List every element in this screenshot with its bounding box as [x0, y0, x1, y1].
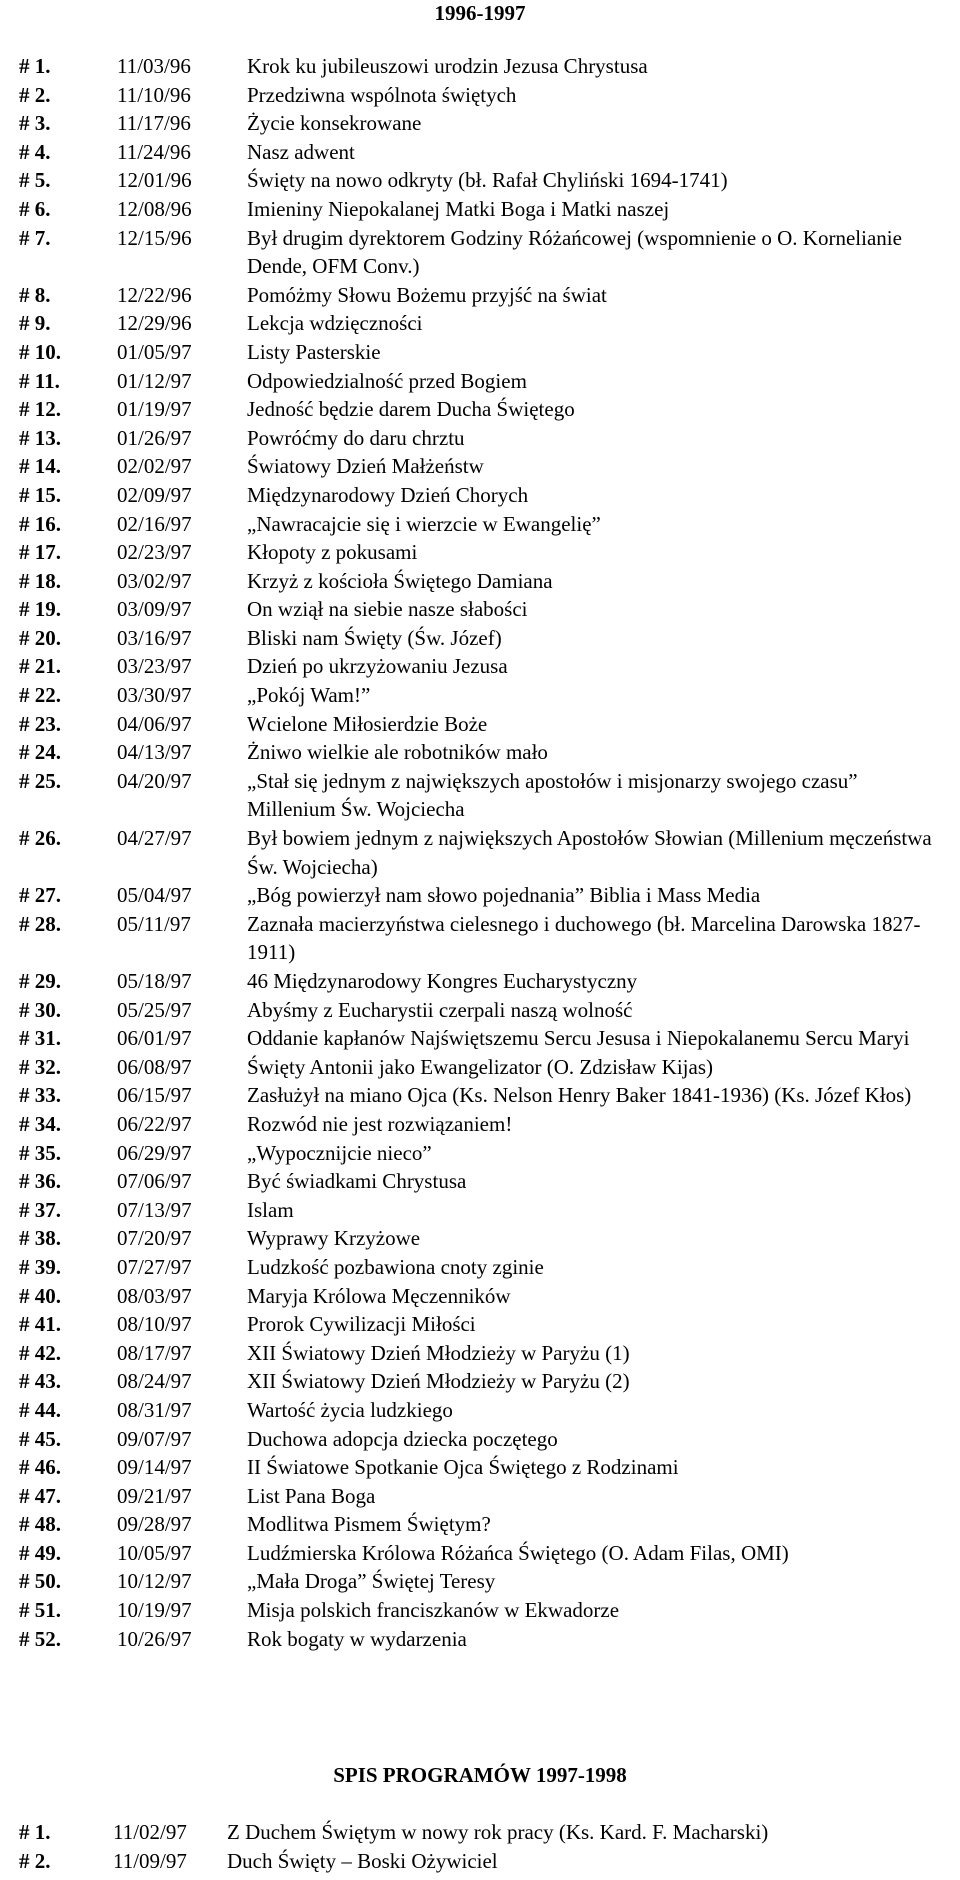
entry-text: Ludźmierska Królowa Różańca Świętego (O. Adam Filas, OMI) [247, 1540, 789, 1565]
entry-date: 11/02/97 [113, 1820, 187, 1844]
entry-date: 09/21/97 [117, 1483, 192, 1508]
entry-date: 08/24/97 [117, 1369, 192, 1394]
entry-date: 06/08/97 [117, 1054, 192, 1079]
entry-text: Ludzkość pozbawiona cnoty zginie [247, 1254, 544, 1279]
entry-num: # 14. [19, 454, 61, 479]
entry-date: 02/23/97 [117, 540, 192, 565]
list-item [19, 1110, 949, 1139]
entry-text: Kłopoty z pokusami [247, 540, 418, 565]
list-item [19, 881, 949, 910]
entry-text: „Mała Droga” Świętej Teresy [247, 1569, 496, 1594]
entry-num: # 40. [19, 1283, 61, 1308]
entry-date: 07/20/97 [117, 1226, 192, 1251]
list-item [19, 510, 949, 539]
entry-num: # 3. [19, 111, 51, 136]
list-item [19, 1339, 949, 1368]
entry-date: 06/15/97 [117, 1083, 192, 1108]
list-item [19, 452, 949, 481]
entry-num: # 5. [19, 168, 51, 193]
entry-num: # 31. [19, 1026, 61, 1051]
list-item [19, 1596, 949, 1625]
entry-num: # 15. [19, 482, 61, 507]
entry-num: # 22. [19, 683, 61, 708]
entry-date: 03/16/97 [117, 625, 192, 650]
entry-date: 07/27/97 [117, 1254, 192, 1279]
entry-date: 04/06/97 [117, 711, 192, 736]
entry-text: Wyprawy Krzyżowe [247, 1226, 421, 1251]
entry-num: # 27. [19, 883, 61, 908]
entry-text: Pomóżmy Słowu Bożemu przyjść na świat [247, 282, 607, 307]
entry-date: 09/07/97 [117, 1426, 192, 1451]
entry-num: # 9. [19, 311, 51, 336]
entry-text: Oddanie kapłanów Najświętszemu Sercu Jesusa i Niepokalanemu Sercu Maryi [247, 1026, 910, 1051]
entry-num: # 20. [19, 625, 61, 650]
entry-date: 07/13/97 [117, 1197, 192, 1222]
entry-date: 01/26/97 [117, 425, 192, 450]
list-item [19, 424, 949, 453]
list-item [19, 1224, 949, 1253]
entry-text: „Wypocznijcie nieco” [247, 1140, 432, 1165]
entry-date: 01/12/97 [117, 368, 192, 393]
entry-date: 06/01/97 [117, 1026, 192, 1051]
entry-num: # 4. [19, 139, 51, 164]
entry-date: 12/15/96 [117, 225, 192, 250]
list-item [19, 52, 949, 81]
page-title: 1996-1997 [434, 1, 526, 25]
list-item [19, 1425, 949, 1454]
entry-date: 05/18/97 [117, 969, 192, 993]
entry-text: XII Światowy Dzień Młodzieży w Paryżu (2) [247, 1369, 630, 1394]
entry-num: # 18. [19, 568, 61, 593]
entry-date: 09/14/97 [117, 1455, 192, 1480]
list-item [19, 195, 949, 224]
entry-date: 08/03/97 [117, 1283, 192, 1308]
entry-date: 06/22/97 [117, 1111, 192, 1136]
entry-text: Rozwód nie jest rozwiązaniem! [247, 1111, 513, 1136]
entry-text: Misja polskich franciszkanów w Ekwadorze [247, 1598, 620, 1623]
entry-date: 04/13/97 [117, 740, 192, 765]
entry-num: # 6. [19, 196, 51, 221]
entry-date: 02/09/97 [117, 482, 192, 507]
entry-date: 11/17/96 [117, 111, 191, 136]
entry-date: 11/10/96 [117, 82, 191, 107]
section-title: SPIS PROGRAMÓW 1997-1998 [333, 1763, 627, 1787]
entry-date: 11/03/96 [117, 54, 191, 78]
entry-text: Listy Pasterskie [247, 339, 381, 364]
entry-text: Z Duchem Świętym w nowy rok pracy (Ks. Kard. F. Macharski) [227, 1820, 769, 1844]
list-item [19, 1167, 949, 1196]
entry-text: Rok bogaty w wydarzenia [247, 1626, 467, 1651]
list-item [19, 1253, 949, 1282]
entry-text: Duch Święty – Boski Ożywiciel [227, 1848, 498, 1873]
list-item [19, 1310, 949, 1339]
entry-text: Duchowa adopcja dziecka poczętego [247, 1426, 558, 1451]
entry-num: # 16. [19, 511, 61, 536]
entry-text: Modlitwa Pismem Świętym? [247, 1512, 491, 1537]
entry-text: Święty Antonii jako Ewangelizator (O. Zdzisław Kijas) [247, 1054, 713, 1079]
entry-num: # 39. [19, 1254, 61, 1279]
entry-text: Zasłużył na miano Ojca (Ks. Nelson Henry Baker 1841-1936) (Ks. Józef Kłos) [247, 1083, 912, 1108]
entry-text: Żniwo wielkie ale robotników mało [247, 740, 548, 765]
list-item [19, 996, 949, 1025]
entry-text: Być świadkami Chrystusa [247, 1169, 467, 1194]
entry-text: Przedziwna wspólnota świętych [247, 82, 517, 107]
entry-num: # 1. [19, 1820, 51, 1844]
program-list-next-season [19, 1818, 949, 1875]
entry-num: # 11. [19, 368, 60, 393]
entry-date: 09/28/97 [117, 1512, 192, 1537]
list-item [19, 109, 949, 138]
entry-text: Imieniny Niepokalanej Matki Boga i Matki naszej [247, 196, 670, 221]
list-item [19, 1567, 949, 1596]
entry-date: 12/08/96 [117, 196, 192, 221]
entry-num: # 36. [19, 1169, 61, 1194]
entry-num: # 1. [19, 54, 51, 78]
entry-text: Dzień po ukrzyżowaniu Jezusa [247, 654, 508, 679]
list-item [19, 567, 949, 596]
list-item [19, 595, 949, 624]
list-item [19, 710, 949, 739]
list-item [19, 738, 949, 767]
list-item [19, 1847, 949, 1876]
entry-num: # 33. [19, 1083, 61, 1108]
list-item [19, 481, 949, 510]
entry-date: 10/12/97 [117, 1569, 192, 1594]
entry-text: XII Światowy Dzień Młodzieży w Paryżu (1) [247, 1340, 630, 1365]
entry-text: Bliski nam Święty (Św. Józef) [247, 625, 502, 650]
list-item [19, 1510, 949, 1539]
entry-num: # 29. [19, 969, 61, 993]
entry-text: Islam [247, 1197, 294, 1222]
list-item [19, 1539, 949, 1568]
entry-date: 03/30/97 [117, 683, 192, 708]
list-item [19, 1818, 949, 1847]
entry-date: 11/09/97 [113, 1848, 187, 1873]
entry-num: # 7. [19, 225, 51, 250]
entry-num: # 45. [19, 1426, 61, 1451]
entry-text: Był drugim dyrektorem Godziny Różańcowej (wspomnienie o O. Kornelianie Dende, OFM Conv.) [247, 225, 902, 279]
list-item [19, 166, 949, 195]
entry-date: 10/19/97 [117, 1598, 192, 1623]
entry-date: 08/17/97 [117, 1340, 192, 1365]
entry-date: 12/22/96 [117, 282, 192, 307]
entry-date: 08/31/97 [117, 1397, 192, 1422]
entry-text: II Światowe Spotkanie Ojca Świętego z Rodzinami [247, 1455, 679, 1480]
entry-num: # 12. [19, 397, 61, 422]
entry-date: 05/04/97 [117, 883, 192, 908]
list-item [19, 538, 949, 567]
entry-text: Krzyż z kościoła Świętego Damiana [247, 568, 553, 593]
entry-text: Lekcja wdzięczności [247, 311, 423, 336]
list-item [19, 281, 949, 310]
entry-num: # 41. [19, 1312, 61, 1337]
entry-text: „Bóg powierzył nam słowo pojednania” Biblia i Mass Media [247, 883, 761, 908]
list-item [19, 81, 949, 110]
entry-num: # 50. [19, 1569, 61, 1594]
entry-text: Abyśmy z Eucharystii czerpali naszą wolność [247, 997, 633, 1022]
entry-num: # 13. [19, 425, 61, 450]
entry-num: # 44. [19, 1397, 61, 1422]
list-item [19, 624, 949, 653]
list-item [19, 138, 949, 167]
list-item [19, 1139, 949, 1168]
entry-text: Był bowiem jednym z największych Apostołów Słowian (Millenium męczeństwa Św. Wojciecha) [247, 826, 932, 879]
entry-num: # 24. [19, 740, 61, 765]
entry-date: 03/23/97 [117, 654, 192, 679]
entry-text: Jedność będzie darem Ducha Świętego [247, 397, 575, 422]
entry-num: # 42. [19, 1340, 61, 1365]
entry-text: Powróćmy do daru chrztu [247, 425, 465, 450]
list-item [19, 767, 949, 824]
list-item [19, 338, 949, 367]
entry-date: 04/27/97 [117, 826, 192, 851]
entry-text: „Nawracajcie się i wierzcie w Ewangelię” [247, 511, 601, 536]
entry-date: 04/20/97 [117, 768, 192, 793]
entry-num: # 2. [19, 1848, 51, 1873]
entry-num: # 10. [19, 339, 61, 364]
program-list [19, 52, 949, 1653]
entry-text: „Pokój Wam!” [247, 683, 371, 708]
entry-date: 02/02/97 [117, 454, 192, 479]
list-item [19, 1367, 949, 1396]
list-item [19, 395, 949, 424]
list-item [19, 1482, 949, 1511]
entry-text: Maryja Królowa Męczenników [247, 1283, 511, 1308]
entry-num: # 21. [19, 654, 61, 679]
entry-text: Święty na nowo odkryty (bł. Rafał Chyliński 1694-1741) [247, 168, 728, 193]
entry-date: 11/24/96 [117, 139, 191, 164]
entry-num: # 19. [19, 597, 61, 622]
entry-num: # 23. [19, 711, 61, 736]
entry-num: # 46. [19, 1455, 61, 1480]
list-item [19, 1081, 949, 1110]
entry-num: # 43. [19, 1369, 61, 1394]
entry-date: 06/29/97 [117, 1140, 192, 1165]
entry-date: 08/10/97 [117, 1312, 192, 1337]
list-item [19, 1396, 949, 1425]
list-item [19, 1196, 949, 1225]
list-item [19, 1053, 949, 1082]
entry-date: 10/26/97 [117, 1626, 192, 1651]
entry-text: Zaznała macierzyństwa cielesnego i duchowego (bł. Marcelina Darowska 1827-1911) [247, 911, 921, 965]
entry-date: 03/09/97 [117, 597, 192, 622]
list-item [19, 309, 949, 338]
entry-date: 03/02/97 [117, 568, 192, 593]
list-item [19, 224, 949, 281]
entry-text: Odpowiedzialność przed Bogiem [247, 368, 527, 393]
list-item [19, 1625, 949, 1654]
entry-num: # 32. [19, 1054, 61, 1079]
entry-num: # 48. [19, 1512, 61, 1537]
list-item [19, 681, 949, 710]
entry-num: # 51. [19, 1598, 61, 1623]
entry-text: „Stał się jednym z największych apostołów i misjonarzy swojego czasu” Millenium Św. Wojciecha [247, 768, 858, 822]
list-item [19, 824, 949, 881]
entry-text: On wziął na siebie nasze słabości [247, 597, 528, 622]
entry-date: 12/29/96 [117, 311, 192, 336]
list-item [19, 1024, 949, 1053]
entry-num: # 37. [19, 1197, 61, 1222]
entry-text: Nasz adwent [247, 139, 355, 164]
list-item [19, 1282, 949, 1311]
list-item [19, 652, 949, 681]
entry-text: Prorok Cywilizacji Miłości [247, 1312, 476, 1337]
entry-text: Wcielone Miłosierdzie Boże [247, 711, 488, 736]
entry-date: 05/11/97 [117, 911, 191, 936]
entry-num: # 34. [19, 1111, 61, 1136]
list-item [19, 967, 949, 996]
entry-text: Światowy Dzień Małżeństw [247, 454, 484, 479]
entry-num: # 30. [19, 997, 61, 1022]
entry-text: Międzynarodowy Dzień Chorych [247, 482, 529, 507]
entry-date: 01/05/97 [117, 339, 192, 364]
entry-num: # 38. [19, 1226, 61, 1251]
entry-num: # 47. [19, 1483, 61, 1508]
entry-date: 07/06/97 [117, 1169, 192, 1194]
list-item [19, 367, 949, 396]
entry-num: # 26. [19, 826, 61, 851]
entry-text: 46 Międzynarodowy Kongres Eucharystyczny [247, 969, 638, 993]
entry-text: Krok ku jubileuszowi urodzin Jezusa Chrystusa [247, 54, 648, 78]
list-item [19, 1453, 949, 1482]
entry-date: 12/01/96 [117, 168, 192, 193]
entry-date: 10/05/97 [117, 1540, 192, 1565]
entry-num: # 17. [19, 540, 61, 565]
entry-text: Życie konsekrowane [247, 111, 422, 136]
entry-num: # 35. [19, 1140, 61, 1165]
entry-date: 02/16/97 [117, 511, 192, 536]
entry-num: # 28. [19, 911, 61, 936]
list-item [19, 910, 949, 967]
entry-text: Wartość życia ludzkiego [247, 1397, 453, 1422]
entry-num: # 8. [19, 282, 51, 307]
entry-num: # 25. [19, 768, 61, 793]
entry-text: List Pana Boga [247, 1483, 376, 1508]
entry-num: # 52. [19, 1626, 61, 1651]
entry-num: # 2. [19, 82, 51, 107]
entry-date: 05/25/97 [117, 997, 192, 1022]
entry-num: # 49. [19, 1540, 61, 1565]
entry-date: 01/19/97 [117, 397, 192, 422]
